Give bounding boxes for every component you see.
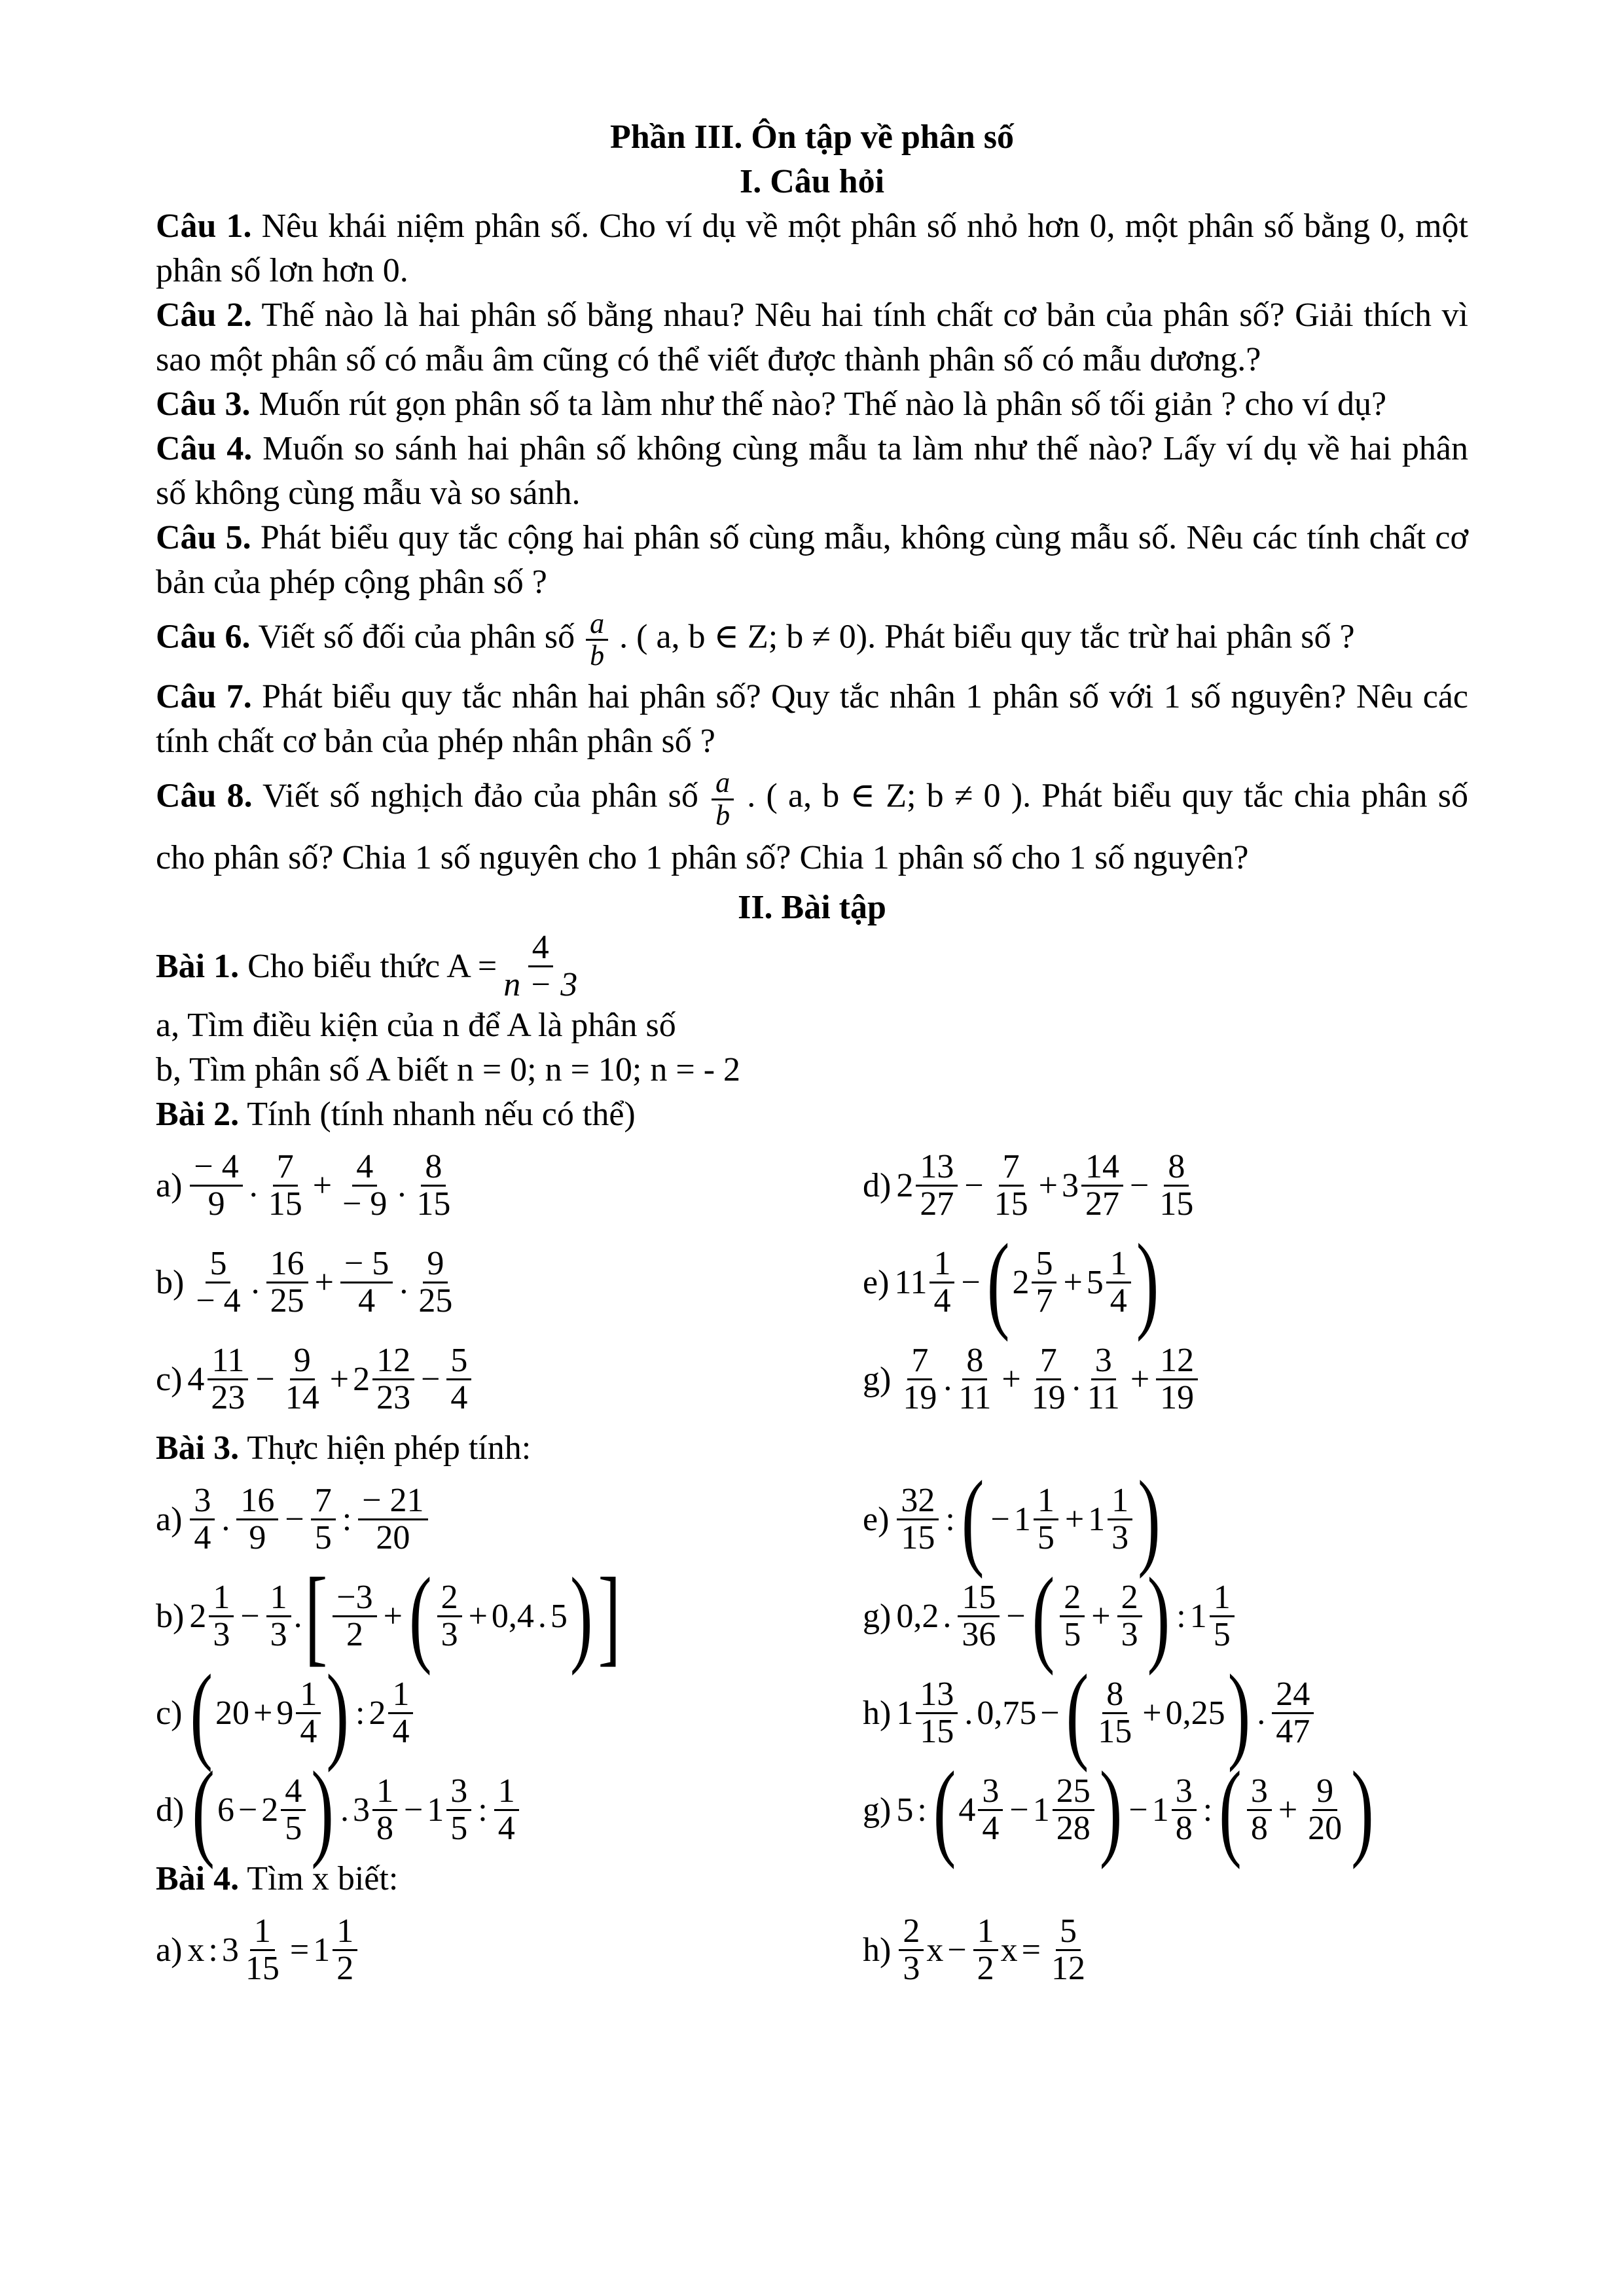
fraction-A: $\frac{4}{n - 3}$ bbox=[503, 928, 578, 1004]
question-6: Câu 6. Viết số đối của phân số $\frac{a}{b}$ . ( a, b ∈ Z; b ≠ 0). Phát biểu quy tắc trừ hai phân số ? bbox=[156, 607, 1355, 672]
fraction-a-over-b: $\frac{a}{b}$ bbox=[712, 768, 734, 830]
section-questions-heading: I. Câu hỏi bbox=[739, 163, 885, 200]
expr-3c: c) ( 20 + 9 $\frac{1}{4}$ ) : 2 $\frac{1}{4}$ bbox=[156, 1671, 863, 1756]
exercise-2: Bài 2. Tính (tính nhanh nếu có thể) bbox=[156, 1095, 636, 1133]
exercise-2-expressions bbox=[156, 1143, 1468, 1422]
question-1: Câu 1. Nêu khái niệm phân số. Cho ví dụ về một phân số nhỏ hơn 0, một phân số bằng 0, một phân số lơn hơn 0. bbox=[156, 207, 1469, 289]
page-title: Phần III. Ôn tập về phân số bbox=[610, 118, 1014, 156]
expr-3e: e) $\frac{32}{15}$ : ( − 1 $\frac{1}{5}$ + 1 $\frac{1}{3}$ ) bbox=[863, 1459, 1161, 1580]
question-4: Câu 4. Muốn so sánh hai phân số không cùng mẫu ta làm như thế nào? Lấy ví dụ về hai phân số không cùng mẫu và so sánh. bbox=[156, 430, 1468, 512]
expr-2g: g) $\frac{7}{19}$ . $\frac{8}{11}$ + $\frac{7}{19}$ . $\frac{3}{11}$ + $\frac{12}{19}$ bbox=[863, 1337, 1468, 1422]
question-3: Câu 3. Muốn rút gọn phân số ta làm như thế nào? Thế nào là phân số tối giản ? cho ví dụ? bbox=[156, 386, 1387, 423]
expr-2b: b) $\frac{5}{- 4}$ . $\frac{16}{25}$ + $\frac{- 5}{4}$ . $\frac{9}{25}$ bbox=[156, 1244, 453, 1320]
exercise-4-expressions bbox=[156, 1908, 1468, 1993]
expr-2c: c) 4 $\frac{11}{23}$ − $\frac{9}{14}$ + 2 $\frac{12}{23}$ − $\frac{5}{4}$ bbox=[156, 1337, 863, 1422]
question-8: Câu 8. Viết số nghịch đảo của phân số $\frac{a}{b}$ . ( a, b ∈ Z; b ≠ 0 ). Phát biểu quy tắc chia phân số cho phân số? Chia 1 số nguyên cho 1 phân số? Chia 1 phân số cho 1 số nguyên? bbox=[156, 766, 1468, 876]
expr-3g-2: g) 5 : ( 4 $\frac{3}{4}$ − 1 $\frac{25}{28}$ ) − 1 $\frac{3}{8}$ : ( $\frac{3}{8}$ + $\frac{9}{20}$ ) bbox=[863, 1749, 1374, 1871]
exercise-4: Bài 4. Tìm x biết: bbox=[156, 1859, 399, 1897]
exercise-1a: a, Tìm điều kiện của n để A là phân số bbox=[156, 1006, 676, 1044]
expr-2d: d) 2 $\frac{13}{27}$ − $\frac{7}{15}$ + 3 $\frac{14}{27}$ − $\frac{8}{15}$ bbox=[863, 1147, 1194, 1223]
expr-3a: a) $\frac{3}{4}$ . $\frac{16}{9}$ − $\frac{7}{5}$ : $\frac{- 21}{20}$ bbox=[156, 1477, 863, 1562]
question-5: Câu 5. Phát biểu quy tắc cộng hai phân số cùng mẫu, không cùng mẫu số. Nêu các tính chất cơ bản của phép cộng phân số ? bbox=[156, 519, 1468, 601]
exercise-1b: b, Tìm phân số A biết n = 0; n = 10; n = - 2 bbox=[156, 1050, 741, 1088]
exercise-3-expressions bbox=[156, 1459, 1468, 1871]
expr-4h: h) $\frac{2}{3}$ x − $\frac{1}{2}$ x = $\frac{5}{12}$ bbox=[863, 1912, 1085, 1988]
document-content bbox=[156, 115, 1468, 1997]
fraction-a-over-b: $\frac{a}{b}$ bbox=[586, 609, 608, 671]
expr-3h: h) 1 $\frac{13}{15}$ . 0,75 − ( $\frac{8}{15}$ + 0,25 ) . $\frac{24}{47}$ bbox=[863, 1671, 1468, 1756]
exercise-1: Bài 1. Cho biểu thức A = $\frac{4}{n - 3}$ bbox=[156, 930, 1468, 1003]
expr-2a: a) $\frac{- 4}{9}$ . $\frac{7}{15}$ + $\frac{4}{- 9}$ . $\frac{8}{15}$ bbox=[156, 1147, 451, 1223]
section-exercises-heading: II. Bài tập bbox=[738, 888, 886, 926]
expr-3b: b) 2 $\frac{1}{3}$ − $\frac{1}{3}$ . [ $\frac{-3}{2}$ + ( $\frac{2}{3}$ + 0,4 . 5 ) ] bbox=[156, 1556, 621, 1677]
expr-3d: d) ( 6 − 2 $\frac{4}{5}$ ) . 3 $\frac{1}{8}$ − 1 $\frac{3}{5}$ : $\frac{1}{4}$ bbox=[156, 1768, 863, 1853]
question-2: Câu 2. Thế nào là hai phân số bằng nhau? Nêu hai tính chất cơ bản của phân số? Giải thích vì sao một phân số có mẫu âm cũng có thể viết được thành phân số có mẫu dương.? bbox=[156, 296, 1468, 378]
expr-4a: a) x : 3 $\frac{1}{15}$ = 1 $\frac{1}{2}$ bbox=[156, 1908, 863, 1993]
question-7: Câu 7. Phát biểu quy tắc nhân hai phân số? Quy tắc nhân 1 phân số với 1 số nguyên? Nêu các tính chất cơ bản của phép nhân phân số ? bbox=[156, 678, 1469, 761]
expr-2e: e) 11 $\frac{1}{4}$ − ( 2 $\frac{5}{7}$ + 5 $\frac{1}{4}$ ) bbox=[863, 1222, 1159, 1343]
expr-3g: g) 0,2 . $\frac{15}{36}$ − ( $\frac{2}{5}$ + $\frac{2}{3}$ ) : 1 $\frac{1}{5}$ bbox=[863, 1574, 1468, 1659]
exercise-3: Bài 3. Thực hiện phép tính: bbox=[156, 1429, 532, 1467]
